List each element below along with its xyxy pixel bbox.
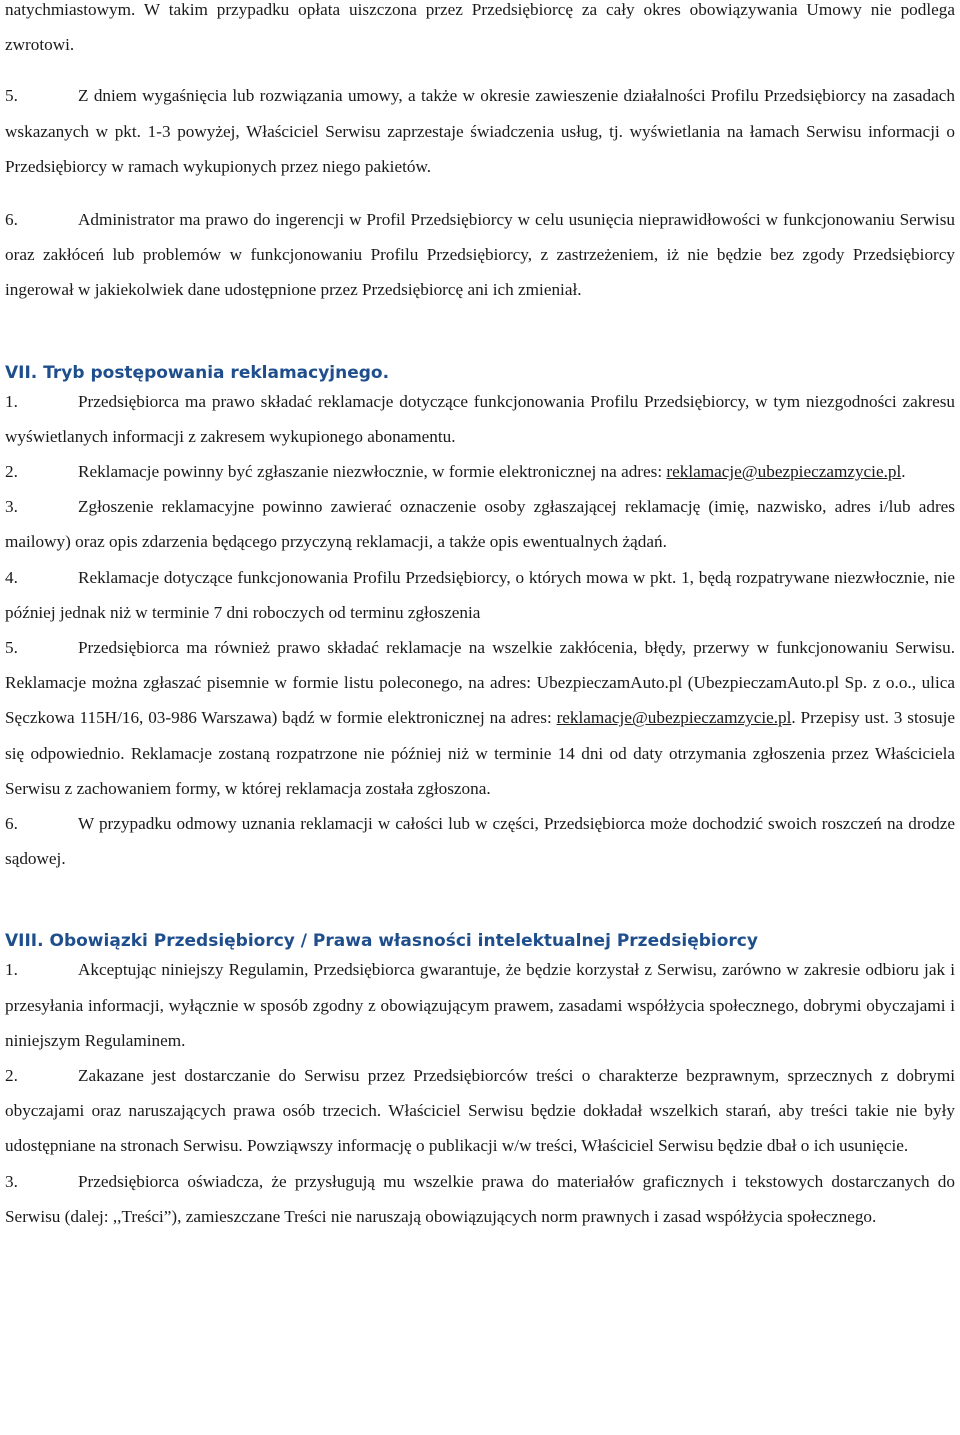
paragraph-text: Zakazane jest dostarczanie do Serwisu przez Przedsiębiorców treści o charakterze bezprawnym, sprzecznych z dobrymi obyczajami oraz naruszających prawa osób trzecich. Właściciel Serwisu będzie dokładał wszelkich starań, aby treści takie nie były udostępniane na stronach Serwisu. Powziąwszy informację o publikacji w/w treści, Właściciel Serwisu będzie dbał o ich usunięcie. xyxy=(5,1066,955,1156)
item-number: 4. xyxy=(5,567,18,587)
paragraph-item-5 xyxy=(5,78,955,184)
item-number: 2. xyxy=(5,1066,18,1086)
item-number: 6. xyxy=(5,814,18,834)
paragraph-text: Z dniem wygaśnięcia lub rozwiązania umowy, a także w okresie zawieszenie działalności Profilu Przedsiębiorcy na zasadach wskazanych w pkt. 1-3 powyżej, Właściciel Serwisu zaprzestaje świadczenia usług, tj. wyświetlania na łamach Serwisu informacji o Przedsiębiorcy w ramach wykupionych przez niego pakietów. xyxy=(5,86,955,176)
section7-item-1 xyxy=(5,384,955,454)
section8-item-1 xyxy=(5,952,955,1058)
paragraph-text: Akceptując niniejszy Regulamin, Przedsiębiorca gwarantuje, że będzie korzystał z Serwisu, zarówno w zakresie odbioru jak i przesyłania informacji, wyłącznie w sposób zgodny z obowiązującym prawem, zasadami współżycia społecznego, dobrymi obyczajami i niniejszym Regulaminem. xyxy=(5,960,955,1050)
email-link[interactable]: reklamacje@ubezpieczamzycie.pl xyxy=(666,462,902,482)
section7-item-5 xyxy=(5,630,955,806)
item-number: 1. xyxy=(5,960,18,980)
section-heading-vii: VII. Tryb postępowania reklamacyjnego. xyxy=(5,362,390,383)
paragraph-text: Reklamacje powinny być zgłaszanie niezwłocznie, w formie elektronicznej na adres: xyxy=(78,462,663,482)
paragraph-text: Przedsiębiorca ma prawo składać reklamacje dotyczące funkcjonowania Profilu Przedsiębiorcy, w tym niezgodności zakresu wyświetlanych informacji z zakresem wykupionego abonamentu. xyxy=(5,391,955,446)
item-number: 2. xyxy=(5,462,18,482)
section7-item-4 xyxy=(5,560,955,630)
paragraph-text: Zgłoszenie reklamacyjne powinno zawierać oznaczenie osoby zgłaszającej reklamację (imię, nazwisko, adres i/lub adres mailowy) oraz opis zdarzenia będącego przyczyną reklamacji, a także opis ewentualnych żądań. xyxy=(5,497,955,552)
item-number: 3. xyxy=(5,497,18,517)
paragraph-text: Przedsiębiorca oświadcza, że przysługują mu wszelkie prawa do materiałów graficznych i tekstowych dostarczanych do Serwisu (dalej: ,,Treści”), zamieszczane Treści nie naruszają obowiązujących norm prawnych i zasad współżycia społecznego. xyxy=(5,1171,955,1226)
paragraph-text: W przypadku odmowy uznania reklamacji w całości lub w części, Przedsiębiorca może dochodzić swoich roszczeń na drodze sądowej. xyxy=(5,814,955,869)
item-number: 5. xyxy=(5,638,18,658)
section7-item-6 xyxy=(5,806,955,876)
item-number: 3. xyxy=(5,1171,18,1191)
paragraph-text-after: . Przepisy ust. 3 stosuje się odpowiednio. Reklamacje zostaną rozpatrzone nie później niż w terminie 14 dni od daty otrzymania zgłoszenia przez Właściciela Serwisu z zachowaniem formy, w której reklamacja została zgłoszona. xyxy=(5,708,955,798)
paragraph-intro xyxy=(5,0,955,62)
section7-item-3 xyxy=(5,489,955,559)
email-link[interactable]: reklamacje@ubezpieczamzycie.pl xyxy=(556,708,792,728)
paragraph-text-after: . xyxy=(901,462,906,482)
item-number: 6. xyxy=(5,210,18,230)
section7-item-2 xyxy=(5,454,955,489)
document-page xyxy=(5,0,955,1234)
section-heading-viii: VIII. Obowiązki Przedsiębiorcy / Prawa własności intelektualnej Przedsiębiorcy xyxy=(5,931,758,952)
item-number: 1. xyxy=(5,391,18,411)
paragraph-text: natychmiastowym. W takim przypadku opłata uiszczona przez Przedsiębiorcę za cały okres obowiązywania Umowy nie podlega zwrotowi. xyxy=(5,0,955,55)
section8-item-3 xyxy=(5,1164,955,1234)
paragraph-text: Reklamacje dotyczące funkcjonowania Profilu Przedsiębiorcy, o których mowa w pkt. 1, będą rozpatrywane niezwłocznie, nie później jednak niż w terminie 7 dni roboczych od terminu zgłoszenia xyxy=(5,567,955,622)
paragraph-item-6 xyxy=(5,202,955,308)
section8-item-2 xyxy=(5,1058,955,1164)
paragraph-text: Przedsiębiorca ma również prawo składać reklamacje na wszelkie zakłócenia, błędy, przerwy w funkcjonowaniu Serwisu. Reklamacje można zgłaszać pisemnie w formie listu poleconego, na adres: UbezpieczamAuto.pl (UbezpieczamAuto.pl Sp. z o.o., ulica Sęczkowa 115H/16, 03-986 Warszawa) bądź w formie elektronicznej na adres: xyxy=(5,638,955,728)
item-number: 5. xyxy=(5,86,18,106)
paragraph-text: Administrator ma prawo do ingerencji w Profil Przedsiębiorcy w celu usunięcia nieprawidłowości w funkcjonowaniu Serwisu oraz zakłóceń lub problemów w funkcjonowaniu Profilu Przedsiębiorcy, z zastrzeżeniem, iż nie będzie bez zgody Przedsiębiorcy ingerował w jakiekolwiek dane udostępnione przez Przedsiębiorcę ani ich zmieniał. xyxy=(5,210,955,300)
